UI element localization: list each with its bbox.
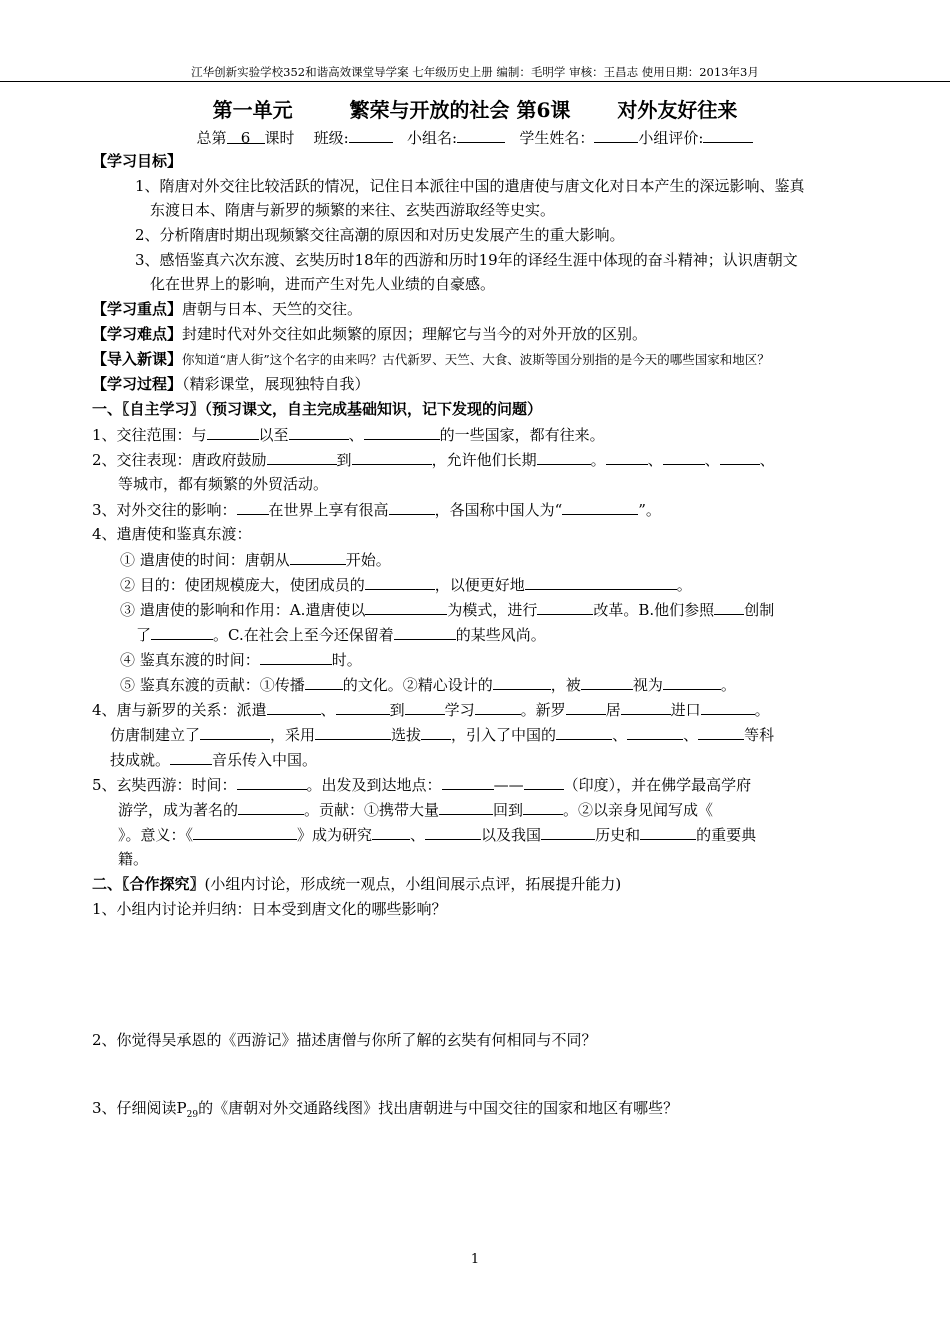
text: 到 xyxy=(389,701,405,719)
page-number: 1 xyxy=(470,1252,480,1267)
blank[interactable] xyxy=(566,699,606,715)
text: 的某些风尚。 xyxy=(455,626,546,644)
q3-text-a: 3、仔细阅读P xyxy=(92,1099,187,1117)
q6-line-b xyxy=(118,799,713,820)
text: —— xyxy=(493,776,524,794)
text: 。②以亲身见闻写成《 xyxy=(563,801,714,819)
text: ③ 遣唐使的影响和作用：A.遣唐使以 xyxy=(120,601,366,619)
text: 。C.在社会上至今还保留着 xyxy=(213,626,394,644)
text: 创制 xyxy=(744,601,775,619)
blank[interactable] xyxy=(260,649,332,665)
blank[interactable] xyxy=(238,799,304,815)
blank[interactable] xyxy=(364,424,440,440)
q4-2-line xyxy=(120,574,692,595)
text: 技成就。 xyxy=(110,751,171,769)
part2-heading xyxy=(92,874,621,894)
text: 、 xyxy=(410,826,426,844)
blank[interactable] xyxy=(621,699,671,715)
blank[interactable] xyxy=(640,824,696,840)
text: 、 xyxy=(704,451,720,469)
blank[interactable] xyxy=(207,424,259,440)
text: 。 xyxy=(754,701,770,719)
blank[interactable] xyxy=(336,699,390,715)
text: ，各国称中国人为“ xyxy=(434,501,563,519)
text: 以至 xyxy=(258,426,289,444)
text: 、 xyxy=(320,701,336,719)
blank[interactable] xyxy=(394,624,456,640)
text: 到 xyxy=(336,451,352,469)
q4-line: 4、遣唐使和鉴真东渡： xyxy=(92,525,252,543)
q2-line-b: 等城市，都有频繁的外贸活动。 xyxy=(118,475,329,493)
blank[interactable] xyxy=(698,724,744,740)
text: 的一些国家，都有往来。 xyxy=(439,426,605,444)
blank[interactable] xyxy=(372,824,410,840)
blank[interactable] xyxy=(237,774,307,790)
group-label: 小组名: xyxy=(407,129,458,147)
blank[interactable] xyxy=(701,699,755,715)
text: ⑤ 鉴真东渡的贡献：①传播 xyxy=(120,676,305,694)
q3-line xyxy=(92,499,661,520)
text: 进口 xyxy=(670,701,701,719)
text: 、 xyxy=(759,451,775,469)
blank[interactable] xyxy=(439,799,493,815)
text: 、 xyxy=(348,426,364,444)
inquiry-q3 xyxy=(92,1098,678,1125)
text: 以及我国 xyxy=(481,826,542,844)
q1-line xyxy=(92,424,605,445)
blank[interactable] xyxy=(289,424,349,440)
blank[interactable] xyxy=(151,624,213,640)
class-blank[interactable] xyxy=(349,127,393,143)
part2-heading-note: (小组内讨论，形成统一观点，小组间展示点评，拓展提升能力) xyxy=(204,875,622,893)
text: 学习 xyxy=(444,701,475,719)
q3-page-sub: 29 xyxy=(186,1110,199,1120)
page-header: 江华创新实验学校352和谐高效课堂导学案 七年级历史上册 编制：毛明学 审核：王昌志 使用日期：2013年3月 xyxy=(0,64,950,82)
blank[interactable] xyxy=(170,749,212,765)
q2-line xyxy=(92,449,775,470)
text: 仿唐制建立了 xyxy=(110,726,201,744)
blank[interactable] xyxy=(524,774,564,790)
text: 。新罗 xyxy=(520,701,566,719)
blank[interactable] xyxy=(315,724,391,740)
text: ，被 xyxy=(550,676,581,694)
goals-heading: 【学习目标】 xyxy=(92,152,183,170)
inquiry-q2: 2、你觉得吴承恩的《西游记》描述唐僧与你所了解的玄奘有何相同与不同？ xyxy=(92,1031,597,1049)
blank[interactable] xyxy=(421,724,451,740)
lesson-number: 第6课 xyxy=(516,98,571,122)
eval-blank[interactable] xyxy=(703,127,753,143)
text: ，引入了中国的 xyxy=(451,726,557,744)
text: ② 目的：使团规模庞大，使团成员的 xyxy=(120,576,365,594)
process-text: （精彩课堂，展现独特自我） xyxy=(182,375,370,393)
q5-line xyxy=(92,699,770,720)
blank[interactable] xyxy=(405,699,445,715)
process-label: 【学习过程】 xyxy=(92,375,183,393)
part2-heading-bold: 二、〖合作探究〗 xyxy=(92,875,205,893)
text: 居 xyxy=(605,701,621,719)
q6-line xyxy=(92,774,751,795)
class-label: 班级: xyxy=(313,129,349,147)
blank[interactable] xyxy=(365,599,447,615)
student-blank[interactable] xyxy=(594,127,638,143)
q4-3-line xyxy=(120,599,774,620)
text: 、 xyxy=(647,451,663,469)
text: 。贡献：①携带大量 xyxy=(304,801,440,819)
text: 的文化。②精心设计的 xyxy=(342,676,493,694)
text: 为模式，进行 xyxy=(447,601,538,619)
text: ① 遣唐使的时间：唐朝从 xyxy=(120,551,290,569)
text: 等科 xyxy=(744,726,775,744)
text: ”。 xyxy=(638,501,661,519)
process xyxy=(92,374,370,394)
blank[interactable] xyxy=(714,599,744,615)
total-prefix: 总第 xyxy=(196,129,227,147)
blank[interactable] xyxy=(541,824,595,840)
text: 2、交往表现：唐政府鼓励 xyxy=(92,451,267,469)
blank[interactable] xyxy=(442,774,494,790)
text: 。 xyxy=(590,451,606,469)
text: 游学，成为著名的 xyxy=(118,801,239,819)
q4-3-line-b xyxy=(136,624,546,645)
goal-1b: 东渡日本、隋唐与新罗的频繁的来往、玄奘西游取经等史实。 xyxy=(150,201,556,219)
total-lesson-number: 6 xyxy=(227,128,265,144)
text: 、 xyxy=(683,726,699,744)
q4-5-line xyxy=(120,674,736,695)
text: 4、唐与新罗的关系：派遣 xyxy=(92,701,267,719)
blank[interactable] xyxy=(200,724,270,740)
text: ，允许他们长期 xyxy=(431,451,537,469)
blank[interactable] xyxy=(663,674,721,690)
text: 。 xyxy=(720,676,736,694)
text: 了 xyxy=(136,626,152,644)
lesson-name: 对外友好往来 xyxy=(617,98,738,122)
unit-label: 第一单元 xyxy=(212,98,293,122)
difficult-text: 封建时代对外交往如此频繁的原因；理解它与当今的对外开放的区别。 xyxy=(182,325,648,343)
blank[interactable] xyxy=(493,674,551,690)
goal-3a: 3、感悟鉴真六次东渡、玄奘历时18年的西游和历时19年的译经生涯中体现的奋斗精神；认识唐朝文 xyxy=(135,251,798,269)
blank[interactable] xyxy=(352,449,432,465)
text: 在世界上享有很高 xyxy=(268,501,389,519)
blank[interactable] xyxy=(267,449,337,465)
student-label: 学生姓名： xyxy=(519,129,595,147)
difficult-label: 【学习难点】 xyxy=(92,325,183,343)
text: （印度），并在佛学最高学府 xyxy=(563,776,752,794)
difficult-point xyxy=(92,324,647,344)
q5-line-c xyxy=(110,749,317,770)
blank[interactable] xyxy=(425,824,481,840)
blank[interactable] xyxy=(606,449,648,465)
blank[interactable] xyxy=(475,699,521,715)
student-info-line xyxy=(0,127,950,148)
text: 的重要典 xyxy=(696,826,757,844)
q4-1-line xyxy=(120,549,391,570)
text: 音乐传入中国。 xyxy=(212,751,318,769)
text: 1、交往范围：与 xyxy=(92,426,207,444)
blank[interactable] xyxy=(523,799,563,815)
text: 时。 xyxy=(331,651,362,669)
blank[interactable] xyxy=(627,724,683,740)
text: 视为 xyxy=(632,676,663,694)
intro-text: 你知道“唐人街”这个名字的由来吗？古代新罗、天竺、大食、波斯等国分别指的是今天的哪些国家和地区？ xyxy=(182,352,770,367)
blank[interactable] xyxy=(556,724,612,740)
key-text: 唐朝与日本、天竺的交往。 xyxy=(182,300,363,318)
key-label: 【学习重点】 xyxy=(92,300,183,318)
text: 。 xyxy=(676,576,692,594)
blank[interactable] xyxy=(562,499,638,515)
inquiry-q1: 1、小组内讨论并归纳：日本受到唐文化的哪些影响？ xyxy=(92,900,447,918)
blank[interactable] xyxy=(237,499,269,515)
blank[interactable] xyxy=(525,574,677,590)
blank[interactable] xyxy=(290,549,346,565)
unit-theme: 繁荣与开放的社会 xyxy=(349,98,510,122)
text: ，以便更好地 xyxy=(434,576,525,594)
key-point xyxy=(92,299,362,319)
blank[interactable] xyxy=(305,674,343,690)
blank[interactable] xyxy=(267,699,321,715)
group-blank[interactable] xyxy=(457,127,505,143)
blank[interactable] xyxy=(720,449,760,465)
text: 》成为研究 xyxy=(297,826,373,844)
text: ，采用 xyxy=(270,726,316,744)
goal-2: 2、分析隋唐时期出现频繁交往高潮的原因和对历史发展产生的重大影响。 xyxy=(135,226,625,244)
text: 。出发及到达地点： xyxy=(306,776,442,794)
text: 历史和 xyxy=(595,826,641,844)
text: 3、对外交往的影响： xyxy=(92,501,237,519)
intro-label: 【导入新课】 xyxy=(92,350,183,368)
blank[interactable] xyxy=(365,574,435,590)
q3-text-b: 的《唐朝对外交通路线图》找出唐朝进与中国交往的国家和地区有哪些？ xyxy=(198,1099,679,1117)
text: 开始。 xyxy=(345,551,391,569)
goal-1a: 1、隋唐对外交往比较活跃的情况，记住日本派往中国的遣唐使与唐文化对日本产生的深远影响、鉴真 xyxy=(135,177,805,195)
goal-3b: 化在世界上的影响，进而产生对先人业绩的自豪感。 xyxy=(150,275,496,293)
q5-line-b xyxy=(110,724,774,745)
page-title xyxy=(0,97,950,123)
blank[interactable] xyxy=(389,499,435,515)
q4-4-line xyxy=(120,649,362,670)
text: 回到 xyxy=(493,801,524,819)
part1-heading: 一、〖自主学习〗（预习课文，自主完成基础知识，记下发现的问题） xyxy=(92,400,543,418)
text: 改革。B.他们参照 xyxy=(593,601,715,619)
q6-line-c xyxy=(118,824,756,845)
blank[interactable] xyxy=(193,824,297,840)
text: 5、玄奘西游：时间： xyxy=(92,776,237,794)
q6-line-d: 籍。 xyxy=(118,850,149,868)
total-suffix: 课时 xyxy=(264,129,295,147)
blank[interactable] xyxy=(537,599,593,615)
blank[interactable] xyxy=(663,449,705,465)
text: 选拔 xyxy=(391,726,422,744)
text: ④ 鉴真东渡的时间： xyxy=(120,651,260,669)
text: 》。意义：《 xyxy=(118,826,194,844)
eval-label: 小组评价: xyxy=(638,129,704,147)
blank[interactable] xyxy=(537,449,591,465)
intro xyxy=(92,349,770,370)
text: 、 xyxy=(612,726,628,744)
blank[interactable] xyxy=(581,674,633,690)
